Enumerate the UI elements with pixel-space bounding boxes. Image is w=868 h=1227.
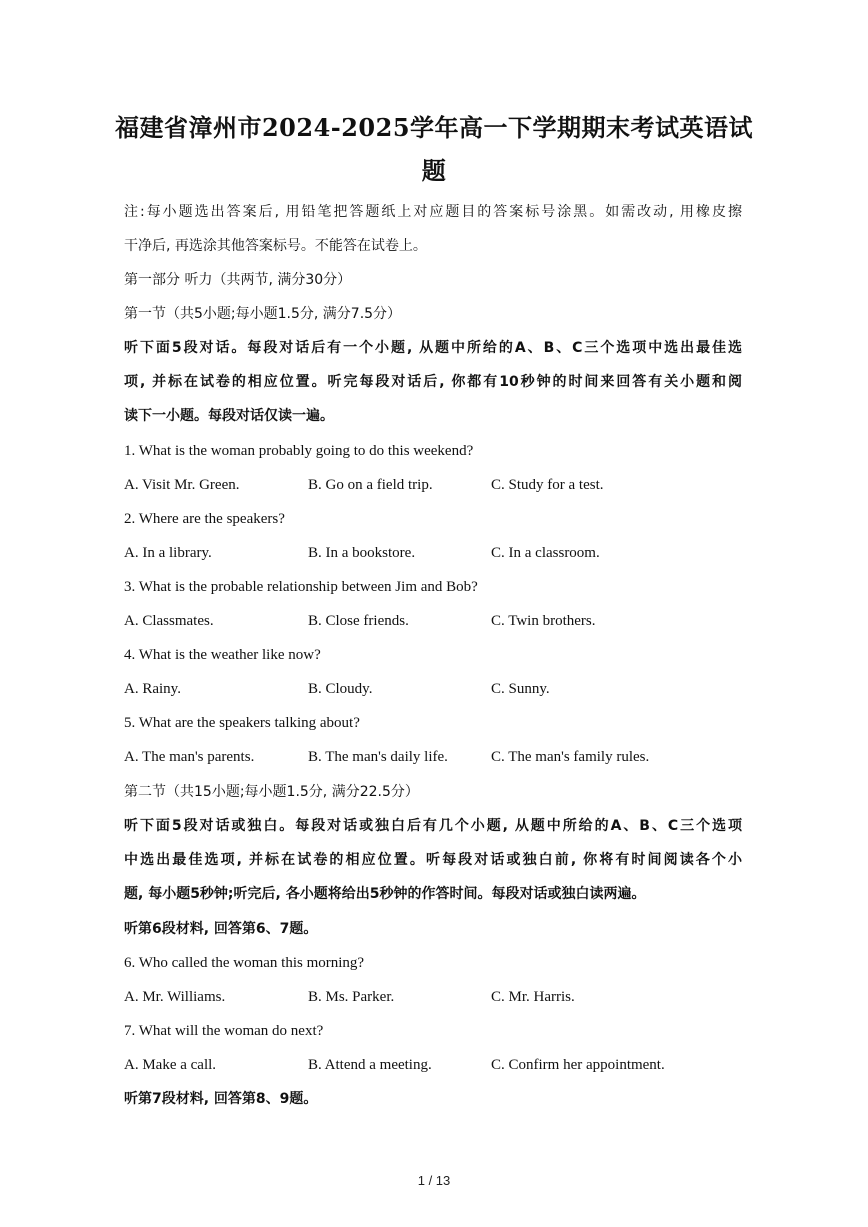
section2-instructions-line-1: 听下面5段对话或独白。每段对话或独白后有几个小题, 从题中所给的A、B、C三个选项 [124,818,742,834]
section2-heading: 第二节（共15小题;每小题1.5分, 满分22.5分） [124,784,419,800]
document-title-line-2: 题 [421,156,447,185]
section1-heading: 第一节（共5小题;每小题1.5分, 满分7.5分） [124,306,402,322]
question-7: 7. What will the woman do next? [124,1023,324,1039]
question-3-option-a: A. Classmates. [124,613,214,629]
question-1-option-a: A. Visit Mr. Green. [124,477,240,493]
section1-instructions-line-3: 读下一小题。每段对话仅读一遍。 [124,408,334,424]
question-7-option-a: A. Make a call. [124,1057,217,1073]
note-line-1: 注:每小题选出答案后, 用铅笔把答题纸上对应题目的答案标号涂黑。如需改动, 用橡皮擦 [124,204,742,220]
question-5-option-b: B. The man's daily life. [308,749,448,765]
question-1: 1. What is the woman probably going to do this weekend? [124,443,474,459]
question-4-option-a: A. Rainy. [124,681,181,697]
question-4-option-b: B. Cloudy. [308,681,373,697]
material-7-instruction: 听第7段材料, 回答第8、9题。 [124,1091,318,1107]
section2-instructions-line-3: 题, 每小题5秒钟;听完后, 各小题将给出5秒钟的作答时间。每段对话或独白读两遍。 [124,886,646,902]
question-5: 5. What are the speakers talking about? [124,715,360,731]
question-7-option-b: B. Attend a meeting. [308,1057,432,1073]
question-3: 3. What is the probable relationship between Jim and Bob? [124,579,478,595]
document-title-line-1: 福建省漳州市2024-2025学年高一下学期期末考试英语试 [114,113,754,142]
question-2: 2. Where are the speakers? [124,511,285,527]
question-4-option-c: C. Sunny. [491,681,550,697]
question-1-option-c: C. Study for a test. [491,477,604,493]
section2-instructions-line-2: 中选出最佳选项, 并标在试卷的相应位置。听每段对话或独白前, 你将有时间阅读各个小 [124,852,742,868]
question-6: 6. Who called the woman this morning? [124,955,365,971]
question-4: 4. What is the weather like now? [124,647,321,663]
question-5-option-a: A. The man's parents. [124,749,255,765]
question-7-option-c: C. Confirm her appointment. [491,1057,665,1073]
question-6-option-a: A. Mr. Williams. [124,989,226,1005]
question-6-option-c: C. Mr. Harris. [491,989,575,1005]
question-2-option-a: A. In a library. [124,545,212,561]
question-3-option-b: B. Close friends. [308,613,409,629]
question-5-option-c: C. The man's family rules. [491,749,650,765]
page-number: 1 / 13 [417,1173,451,1188]
section1-instructions-line-1: 听下面5段对话。每段对话后有一个小题, 从题中所给的A、B、C三个选项中选出最佳选 [124,340,742,356]
material-6-instruction: 听第6段材料, 回答第6、7题。 [124,921,318,937]
question-3-option-c: C. Twin brothers. [491,613,596,629]
part1-heading: 第一部分 听力（共两节, 满分30分） [124,272,352,288]
note-line-2: 干净后, 再选涂其他答案标号。不能答在试卷上。 [124,238,427,254]
question-2-option-c: C. In a classroom. [491,545,600,561]
section1-instructions-line-2: 项, 并标在试卷的相应位置。听完每段对话后, 你都有10秒钟的时间来回答有关小题和阅 [124,374,742,390]
question-2-option-b: B. In a bookstore. [308,545,416,561]
question-6-option-b: B. Ms. Parker. [308,989,395,1005]
question-1-option-b: B. Go on a field trip. [308,477,433,493]
